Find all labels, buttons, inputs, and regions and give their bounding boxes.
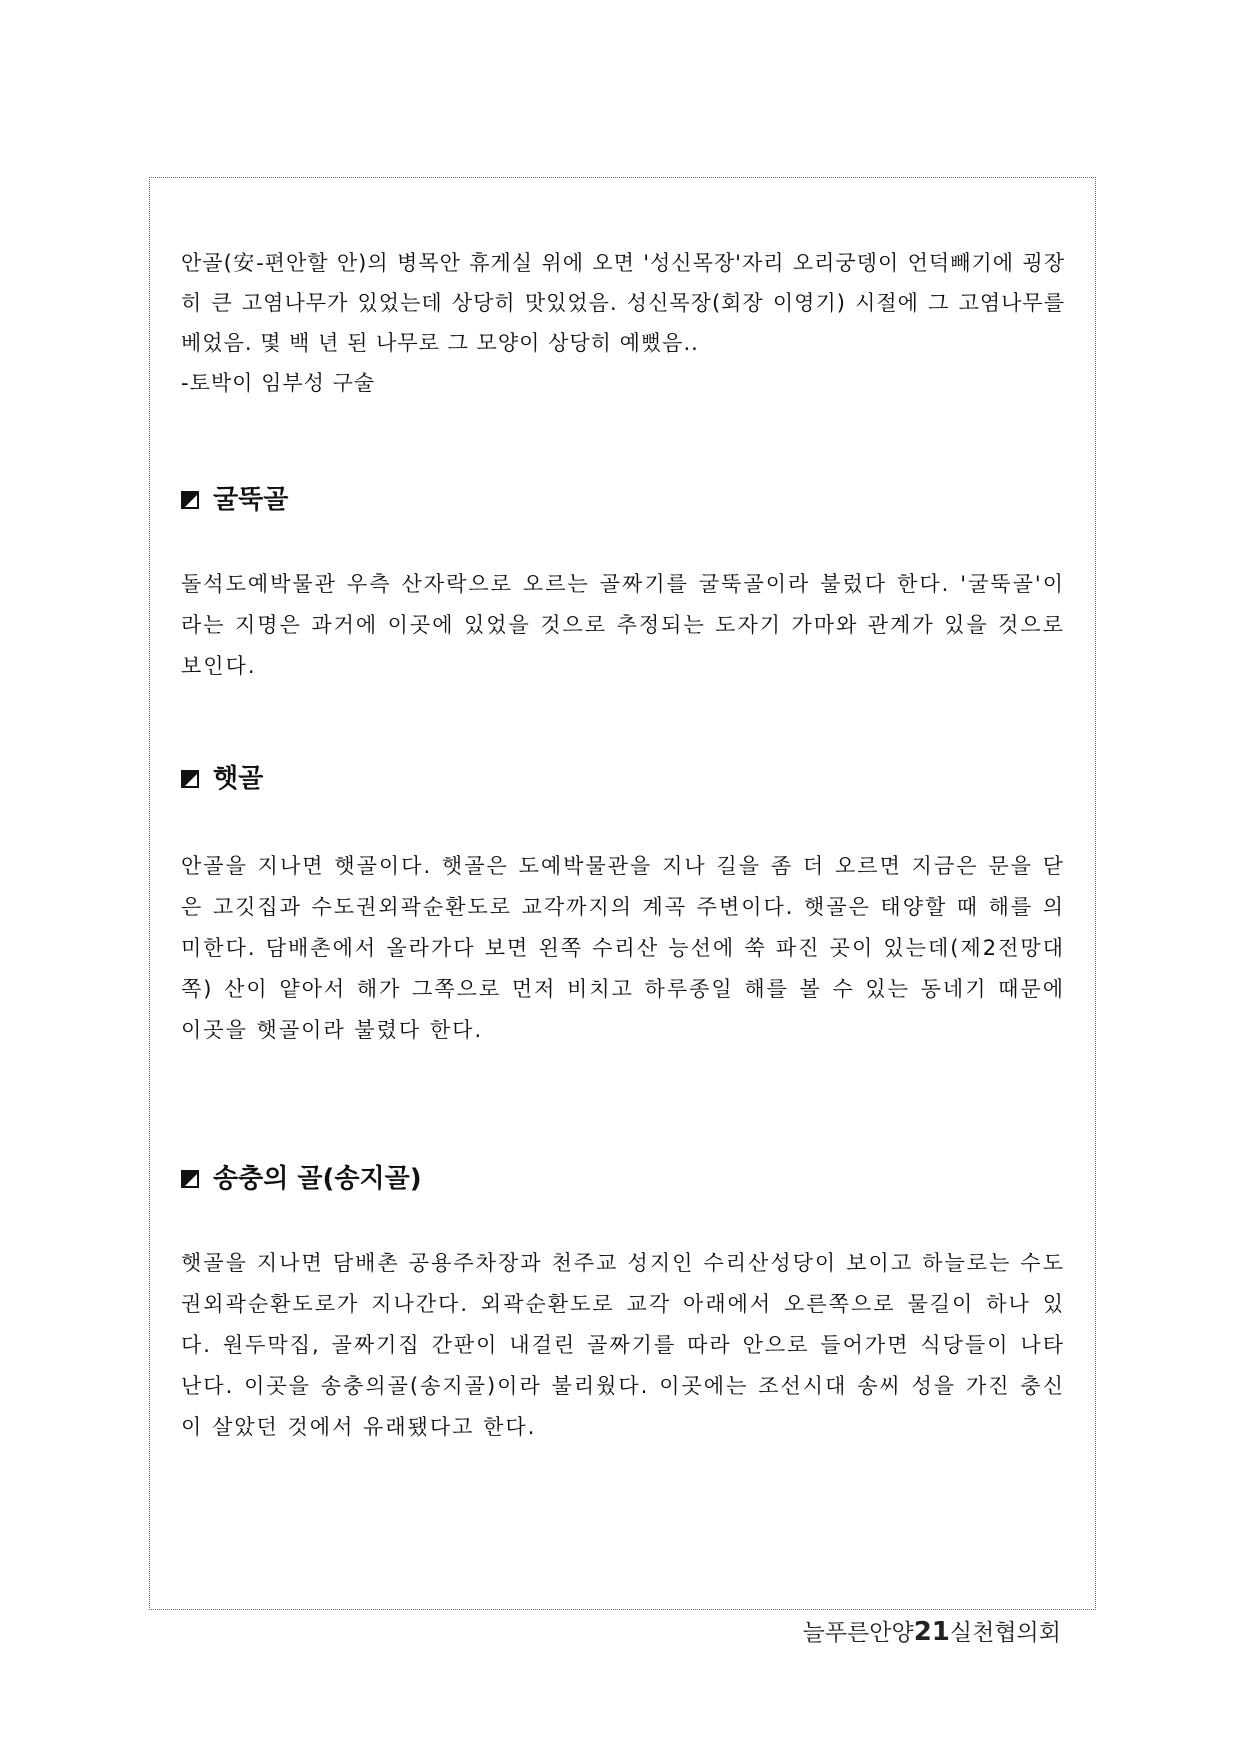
section-title: 햇골 — [213, 764, 264, 794]
section-heading-gulttukgol — [181, 484, 288, 516]
section-heading-haetgol — [181, 763, 263, 795]
testimony-text: 안골(安-편안할 안)의 병목안 휴게실 위에 오면 '성신목장'자리 오리궁뎅이 언덕빼기에 굉장히 큰 고염나무가 있었는데 상당히 맛있었음. 성신목장(회장 이영기) 시절에 그 고염나무를 베었음. 몇 백 년 된 나무로 그 모양이 상당히 예뻤음.. — [181, 251, 1065, 355]
section-heading-songchungui-gol — [181, 1163, 422, 1195]
page-footer — [803, 1612, 1061, 1653]
section-body-haetgol: 안골을 지나면 햇골이다. 햇골은 도예박물관을 지나 길을 좀 더 오르면 지금은 문을 닫은 고깃집과 수도권외곽순환도로 교각까지의 계곡 주변이다. 햇골은 태양할 때 해를 의미한다. 담배촌에서 올라가다 보면 왼쪽 수리산 능선에 쑥 파진 곳이 있는데(제2전망대쪽) 산이 얕아서 해가 그쪽으로 먼저 비치고 하루종일 해를 볼 수 있는 동네기 때문에 이곳을 햇골이라 불렸다 한다. — [181, 854, 1065, 1042]
square-bullet-icon — [181, 1170, 199, 1188]
oral-testimony-block — [181, 243, 1065, 403]
testimony-source: -토박이 임부성 구술 — [181, 371, 376, 395]
footer-suffix: 실천협의회 — [949, 1620, 1061, 1646]
section-body-songchungui-gol: 햇골을 지나면 담배촌 공용주차장과 천주교 성지인 수리산성당이 보이고 하늘로는 수도권외곽순환도로가 지나간다. 외곽순환도로 교각 아래에서 오른쪽으로 물길이 하나 있다. 원두막집, 골짜기집 간판이 내걸린 골짜기를 따라 안으로 들어가면 식당들이 나타난다. 이곳을 송충의골(송지골)이라 불리웠다. 이곳에는 조선시대 송씨 성을 가진 충신이 살았던 것에서 유래됐다고 한다. — [181, 1251, 1065, 1439]
section-title: 굴뚝골 — [213, 485, 289, 515]
footer-number: 21 — [913, 1617, 950, 1647]
footer-prefix: 늘푸른안양 — [802, 1620, 914, 1646]
square-bullet-icon — [181, 770, 199, 788]
section-title: 송충의 골(송지골) — [213, 1164, 422, 1194]
section-body-gulttukgol: 돌석도예박물관 우측 산자락으로 오르는 골짜기를 굴뚝골이라 불렀다 한다. '굴뚝골'이라는 지명은 과거에 이곳에 있었을 것으로 추정되는 도자기 가마와 관계가 있을 것으로 보인다. — [181, 572, 1065, 678]
square-bullet-icon — [181, 491, 199, 509]
